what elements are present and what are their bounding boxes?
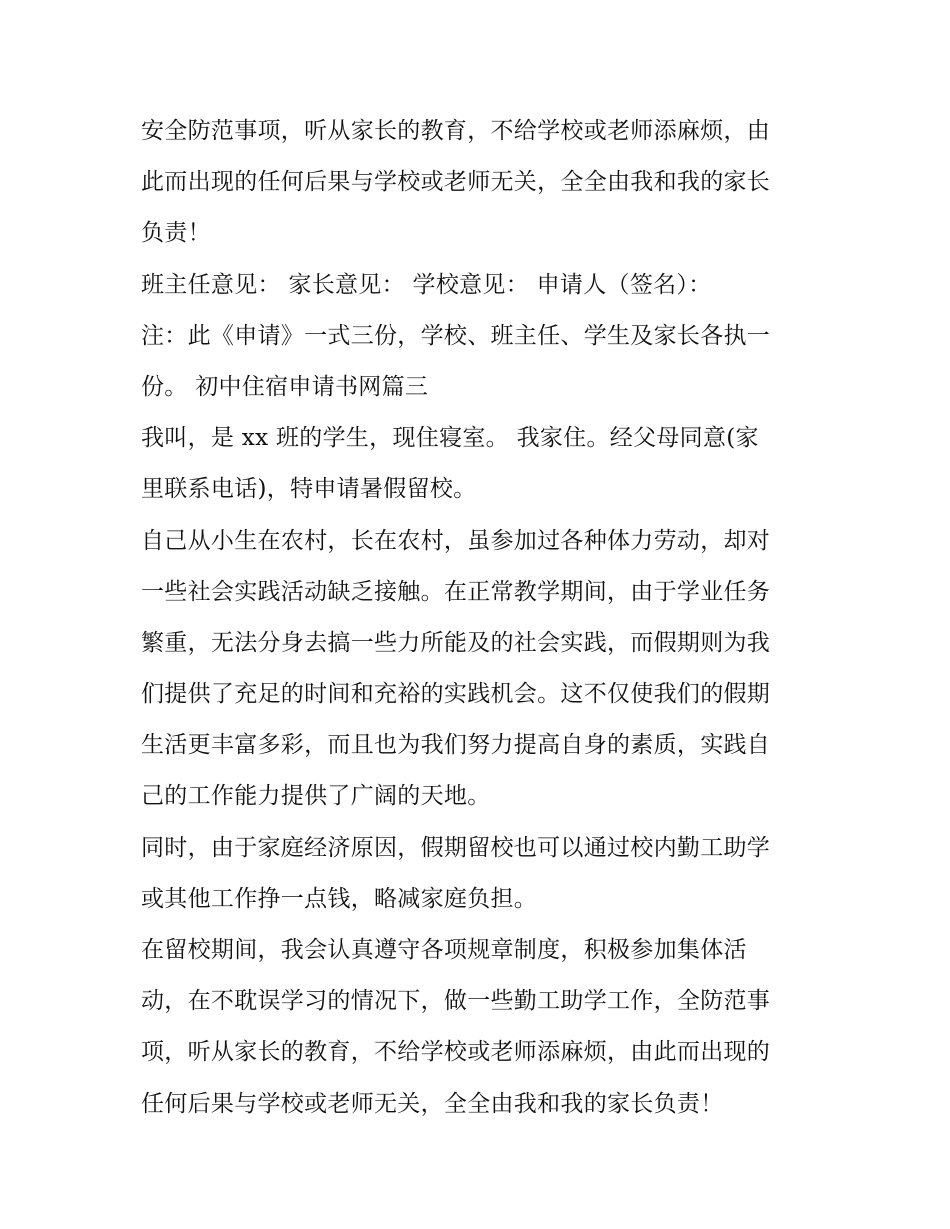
text-line: 动，在不耽误学习的情况下，做一些勤工助学工作，全防范事 xyxy=(141,988,771,1015)
text-line: 同时，由于家庭经济原因，假期留校也可以通过校内勤工助学 xyxy=(141,834,771,861)
text-line: 在留校期间，我会认真遵守各项规章制度，积极参加集体活 xyxy=(141,937,747,963)
text-line: 己的工作能力提供了广阔的天地。 xyxy=(141,783,491,810)
signature-fields-line: 班主任意见： 家长意见： 学校意见： 申请人（签名）： xyxy=(141,271,712,298)
note-line: 注：此《申请》一式三份，学校、班主任、学生及家长各执一 xyxy=(141,322,771,349)
text-line: 自己从小生在农村，长在农村，虽参加过各种体力劳动，却对 xyxy=(141,527,771,554)
text-line: 此而出现的任何后果与学校或老师无关，全全由我和我的家长 xyxy=(141,169,771,196)
text-line: 繁重，无法分身去搞一些力所能及的社会实践，而假期则为我 xyxy=(141,629,771,656)
text-line: 或其他工作挣一点钱，略减家庭负担。 xyxy=(141,885,538,912)
section-heading-line: 份。 初中住宿申请书网篇三 xyxy=(141,373,429,400)
text-line: 我叫，是 xx 班的学生，现住寝室。 我家住。经父母同意(家 xyxy=(141,425,759,452)
text-line: 项，听从家长的教育，不给学校或老师添麻烦，由此而出现的 xyxy=(141,1039,771,1066)
text-line: 里联系电话)，特申请暑假留校。 xyxy=(141,476,477,503)
text-line: 负责！ xyxy=(141,220,211,247)
text-line: 生活更丰富多彩，而且也为我们努力提高自身的素质，实践自 xyxy=(141,732,771,759)
text-line: 一些社会实践活动缺乏接触。在正常教学期间，由于学业任务 xyxy=(141,578,771,605)
document-body xyxy=(141,106,816,1130)
text-line: 们提供了充足的时间和充裕的实践机会。这不仅使我们的假期 xyxy=(141,681,771,708)
text-line: 安全防范事项，听从家长的教育，不给学校或老师添麻烦，由 xyxy=(141,118,771,144)
text-line: 任何后果与学校或老师无关，全全由我和我的家长负责！ xyxy=(141,1090,724,1117)
